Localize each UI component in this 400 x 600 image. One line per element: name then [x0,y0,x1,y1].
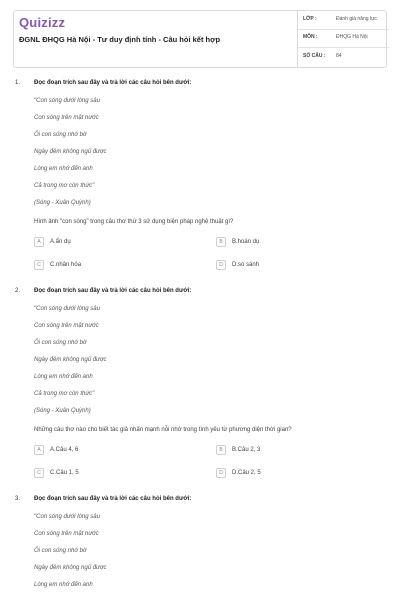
meta-row-class [298,11,389,30]
poem-line: Lòng em nhớ đến anh [34,374,93,380]
poem-line: Lòng em nhớ đến anh [34,166,93,172]
poem-line: Lòng em nhớ đến anh [34,582,93,588]
option-letter-box: D [216,260,226,270]
question-number: 3. [15,496,21,502]
option-letter-box: C [34,468,44,478]
poem-line: Ôi con sóng nhớ bờ [34,132,87,138]
question-heading: Đọc đoạn trích sau đây và trả lời các câu hỏi bên dưới: [34,80,192,86]
poem-line: Con sóng trên mặt nước [34,531,99,537]
subject-label: MÔN : [303,34,318,40]
option-text: A.ẩn dụ [50,239,71,245]
option-text: D.Câu 2, 5 [232,470,261,476]
count-label: SỐ CÂU : [303,53,326,59]
class-label: LỚP : [303,16,317,22]
question-heading: Đọc đoạn trích sau đây và trả lời các câu hỏi bên dưới: [34,288,192,294]
option-text: C.Câu 1, 5 [50,470,79,476]
class-value: Đánh giá năng lực [336,16,377,22]
count-value: 84 [336,53,342,59]
worksheet-title: ĐGNL ĐHQG Hà Nội - Tư duy định tính - Câu hỏi kết hợp [19,35,221,44]
option-text: C.nhân hóa [50,262,82,268]
meta-row-subject [298,29,389,48]
poem-line: "Con sóng dưới lòng sâu [34,306,100,312]
option-text: D.so sánh [232,262,260,268]
question-number: 2. [15,288,21,294]
question-text: Hình ảnh "con sóng" trong câu thơ thứ 3 sử dụng biện pháp nghệ thuật gì? [34,219,234,225]
option-letter-box: D [216,468,226,478]
poem-line: "Con sóng dưới lòng sâu [34,98,100,104]
poem-line: Cả trong mơ còn thức" [34,183,95,189]
poem-line: Cả trong mơ còn thức" [34,391,95,397]
poem-line: Ôi con sóng nhớ bờ [34,340,87,346]
worksheet-header [13,10,387,68]
poem-line: Con sóng trên mặt nước [34,323,99,329]
poem-line: Ngày đêm không ngủ được [34,357,107,363]
meta-row-count [298,48,389,66]
question-heading: Đọc đoạn trích sau đây và trả lời các câu hỏi bên dưới: [34,496,192,502]
quizizz-logo: Quizizz [19,15,66,30]
poem-line: Ngày đêm không ngủ được [34,149,107,155]
poem-source: (Sóng - Xuân Quỳnh) [34,200,91,206]
poem-line: Ngày đêm không ngủ được [34,565,107,571]
poem-line: "Con sóng dưới lòng sâu [34,514,100,520]
meta-table [297,11,388,67]
poem-line: Ôi con sóng nhớ bờ [34,548,87,554]
option-text: B.Câu 2, 3 [232,447,261,453]
option-letter-box: B [216,445,226,455]
option-text: A.Câu 4, 6 [50,447,79,453]
option-letter-box: C [34,260,44,270]
question-number: 1. [15,80,21,86]
option-text: B.hoán dụ [232,239,260,245]
subject-value: ĐHQG Hà Nội [336,34,368,40]
option-letter-box: B [216,237,226,247]
poem-line: Con sóng trên mặt nước [34,115,99,121]
poem-source: (Sóng - Xuân Quỳnh) [34,408,91,414]
option-letter-box: A [34,237,44,247]
option-letter-box: A [34,445,44,455]
question-text: Những câu thơ nào cho biết tác giả nhấn mạnh nỗi nhớ trong tình yêu từ phương diện thời gian? [34,427,292,433]
